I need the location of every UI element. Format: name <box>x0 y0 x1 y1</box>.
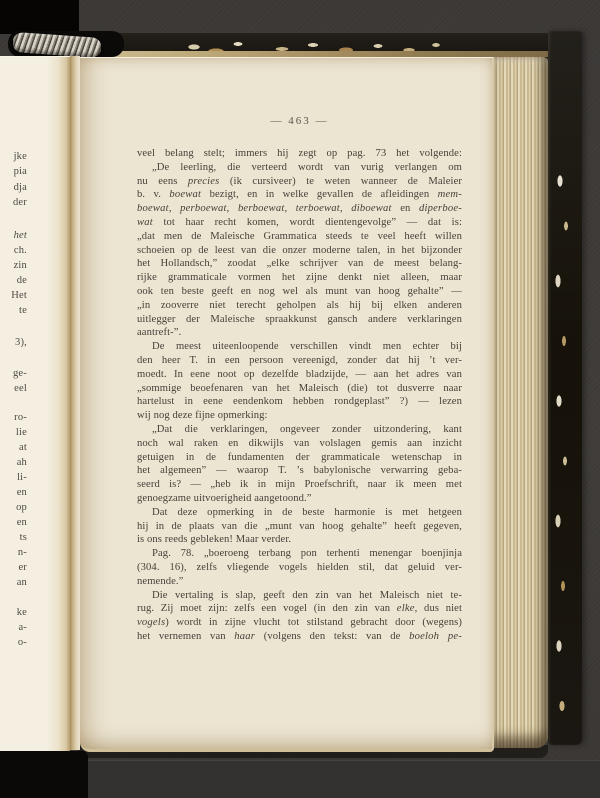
left-page-line-fragment: ge- <box>12 368 27 379</box>
backdrop-bottom-band <box>0 760 600 798</box>
page-number: — 463 — <box>270 115 329 127</box>
text-line: b. v. boewat bezigt, en in welke gevallen de afleidingen mem- <box>137 189 462 201</box>
shadow-gap-bottom-left <box>0 751 88 798</box>
text-line: rijke grammaticale vormen het zijne denkt niet alleen, maar <box>137 272 462 284</box>
text-line: seerd is? — „heb ik in mijn Proefschrift, naar ik meen met <box>137 479 462 491</box>
left-page-line-fragment: te <box>19 305 27 316</box>
text-line: aantreft-”. <box>137 327 182 339</box>
gutter-fold <box>70 56 80 750</box>
text-line: boewat, perboewat, berboewat, terboewat, diboewat en diperboe- <box>137 203 462 215</box>
text-line: getuigen in de fundamenten der grammaticale wetenschap in <box>137 451 462 463</box>
text-line: moedt. In eene noot op dezelfde bladzijde, — aan het adres van <box>137 368 462 380</box>
text-line: Dat deze opmerking in de beste harmonie is met hetgeen <box>152 506 462 518</box>
left-page-line-fragment: er <box>18 562 27 573</box>
left-page-line-fragment: ts <box>19 532 27 543</box>
left-page-line-fragment: der <box>12 197 27 208</box>
text-line: wij nog deze fijne opmerking: <box>137 410 268 422</box>
left-page-line-fragment: en <box>16 517 27 528</box>
left-page-line-fragment: o- <box>17 637 27 648</box>
left-page-line-fragment: op <box>16 502 27 513</box>
left-page-line-fragment: ro- <box>14 412 27 423</box>
left-page-line-fragment: lie <box>15 427 27 438</box>
text-line: het vernemen van haar (volgens den tekst: van de boeloh pe- <box>137 630 462 642</box>
text-line: nu eens precies (ik cursiveer) te weten wanneer de Maleier <box>137 175 463 187</box>
text-line: „dat men de Maleische Grammatica steeds te veel heeft willen <box>137 230 462 242</box>
left-page-line-fragment: de <box>16 275 27 286</box>
text-line: is ons reeds gebleken! Maar verder. <box>137 534 292 546</box>
text-line: (304. 16), zelfs vliegende vogels hielden stil, dat geluid ver- <box>137 561 462 573</box>
book-page <box>80 57 494 752</box>
left-page-line-fragment: jke <box>13 151 27 162</box>
text-line: „De leerling, die verteerd wordt van vurig verlangen om <box>152 161 462 173</box>
text-line: genoegzame uitvoerigheid aangetoond.” <box>137 492 312 504</box>
left-page-line-fragment: an <box>16 577 27 588</box>
left-page-line-fragment: at <box>19 442 27 453</box>
left-page-line-fragment: n- <box>17 547 27 558</box>
left-page-line-fragment: en <box>16 487 27 498</box>
text-line: rug. Zij moet zijn: zelfs een vogel (in den zin van elke, dus niet <box>137 603 462 615</box>
left-page-sliver <box>0 56 70 763</box>
left-page-line-fragment: ah <box>16 457 27 468</box>
body-text <box>137 147 462 644</box>
book-cover-fore-edge <box>548 31 582 745</box>
text-line: den heer T. in een persoon vereenigd, zonder dat hij ’t ver- <box>137 354 462 366</box>
left-page-line-fragment: dja <box>13 182 27 193</box>
text-line: veel belang stelt; immers hij zegt op pag. 73 het volgende: <box>137 148 462 159</box>
left-page-line-fragment: eel <box>14 383 27 394</box>
shadow-gap-top-left <box>0 0 79 34</box>
left-page-line-fragment: 3), <box>15 337 27 348</box>
text-line: ook ten beste geeft en nog wel als munt van hoog gehalte” — <box>137 285 462 297</box>
left-page-line-fragment: Het <box>11 290 27 301</box>
left-page-line-fragment: a- <box>18 622 27 633</box>
text-line: vogels) wordt in zijne vlucht tot stilstand gebracht door (wegens) <box>137 617 462 629</box>
text-line: „in zooverre niet terecht geholpen als hij bij elken anderen <box>137 299 462 311</box>
text-line: Pag. 78. „boeroeng terbang pon terhenti menengar boenjinja <box>152 548 462 560</box>
text-line: noch wal raken en dikwijls van volslagen gemis aan inzicht <box>137 437 462 449</box>
left-page-line-fragment: zin <box>13 260 27 271</box>
left-page-line-fragment: pia <box>13 166 27 177</box>
left-page-line-fragment: ke <box>16 607 27 618</box>
text-line: Die vertaling is slap, geeft den zin van het Maleisch niet te- <box>152 589 462 601</box>
text-line: schoeien op de leest van die onzer moderne talen, in het bijzonder <box>137 244 462 256</box>
page-stack-edge <box>492 57 548 748</box>
left-page-line-fragment: li- <box>17 472 27 483</box>
text-line: hartelust in eene eendenkom hebben rondgeplast” ?) — lezen <box>137 396 462 408</box>
text-line: nemende.” <box>137 575 184 587</box>
text-line: het Hollandsch,” zoodat „elke schrijver van de meest belang- <box>137 258 462 270</box>
text-line: uitlegger der Maleische spraakkunst gansch andere verklaringen <box>137 313 462 325</box>
text-line: wat tot haar recht komen, wordt dientengevolge” — dat is: <box>137 216 462 228</box>
text-line: hij in de plaats van die „munt van hoog gehalte” heeft gegeven, <box>137 520 462 532</box>
text-line: het algemeen” — waarop T. ’s babylonische verwarring geba- <box>137 465 462 477</box>
text-line: „Dat die verklaringen, ongeveer zonder uitzondering, kant <box>152 423 462 435</box>
text-line: De meest uiteenloopende verschillen vindt men echter bij <box>152 341 462 353</box>
left-page-line-fragment: het <box>13 230 27 241</box>
left-page-line-fragment: ch. <box>13 245 27 256</box>
text-line: „sommige beoefenaren van het Maleisch (die) tot dusverre naar <box>137 382 462 394</box>
